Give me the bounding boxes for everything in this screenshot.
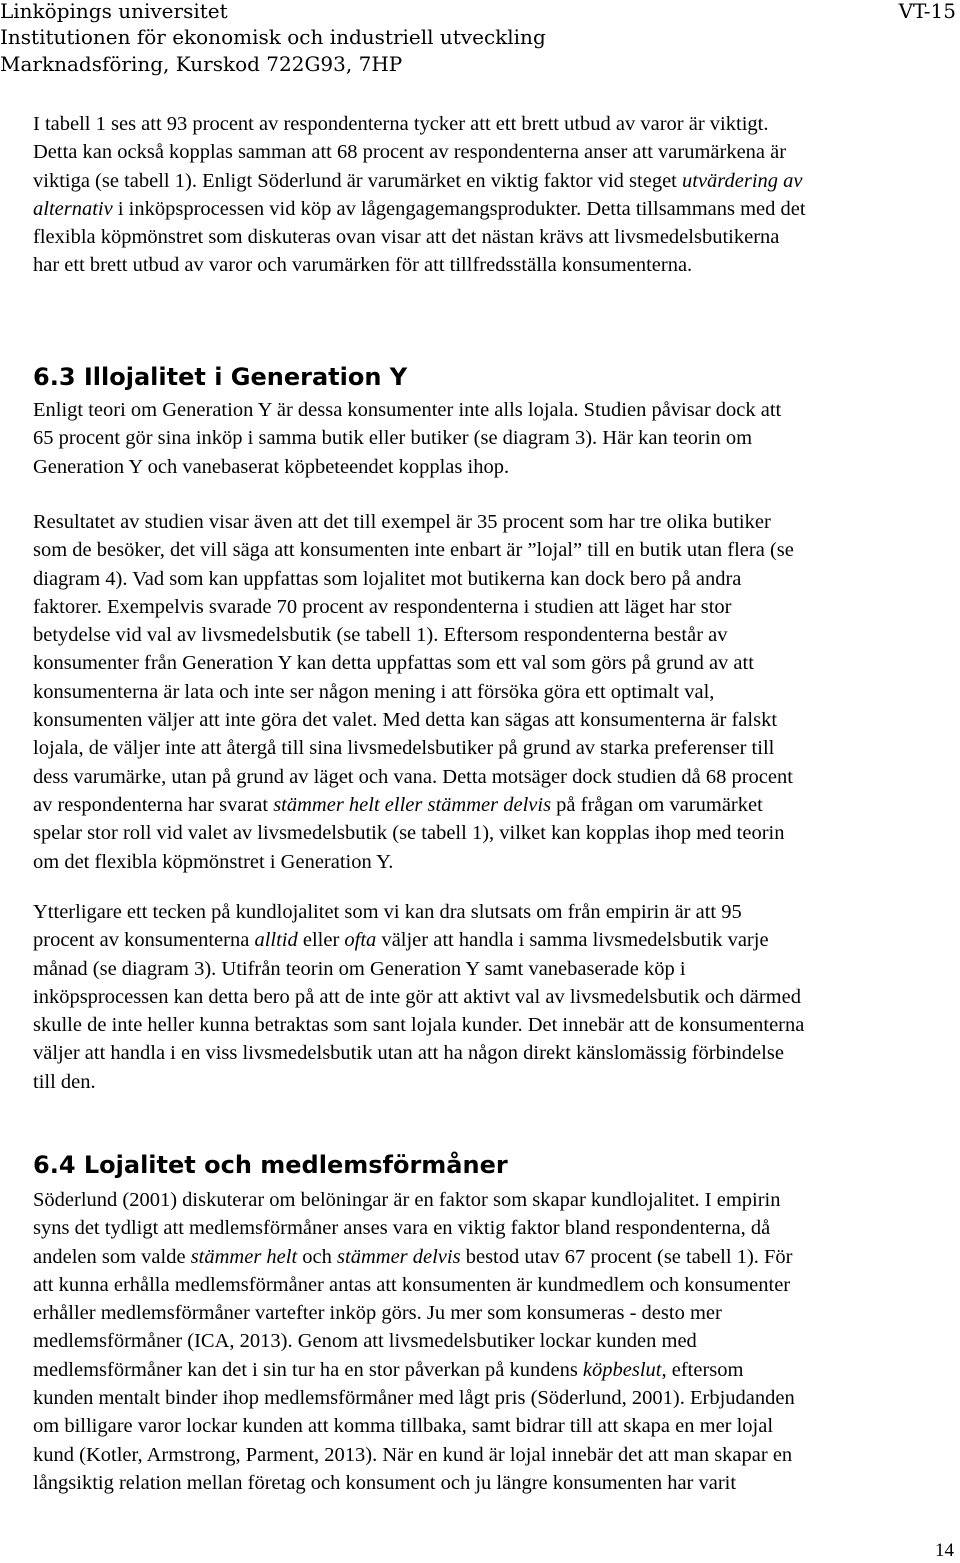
text-line: skulle de inte heller kunna betraktas som sant lojala kunder. Det innebär att de konsumenterna [33,1014,805,1037]
text-line: konsumenten väljer att inte göra det valet. Med detta kan sägas att konsumenterna är falskt [33,709,778,732]
text-line: Generation Y och vanebaserat köpbeteendet kopplas ihop. [33,455,510,478]
header-institution: Institutionen för ekonomisk och industriell utveckling [0,25,546,49]
section-heading-6-4: 6.4 Lojalitet och medlemsförmåner [33,1151,508,1179]
text-line: I tabell 1 ses att 93 procent av respondenterna tycker att ett brett utbud av varor är viktigt. [33,113,769,135]
header-university: Linköpings universitet [0,0,228,23]
text-line: diagram 4). Vad som kan uppfattas som lojalitet mot butikerna kan dock bero på andra [33,567,742,590]
text-line: av respondenterna har svarat stämmer helt eller stämmer delvis på frågan om varumärket [33,793,763,816]
text-line: om billigare varor lockar kunden att komma tillbaka, samt bidrar till att skapa en mer lojal [33,1415,774,1438]
text-line: procent av konsumenterna alltid eller ofta väljer att handla i samma livsmedelsbutik varje [33,929,769,952]
text-line: flexibla köpmönstret som diskuteras ovan visar att det nästan krävs att livsmedelsbutikerna [33,226,780,249]
paragraph-6-3-1 [33,396,781,481]
text-line: lojala, de väljer inte att återgå till sina livsmedelsbutiker på grund av starka preferenser till [33,737,775,760]
text-line: om det flexibla köpmönstret i Generation Y. [33,850,394,873]
text-line: medlemsförmåner kan det i sin tur ha en stor påverkan på kundens köpbeslut, eftersom [33,1358,744,1381]
text-line: alternativ i inköpsprocessen vid köp av lågengagemangsprodukter. Detta tillsammans med det [33,197,806,220]
text-line: syns det tydligt att medlemsförmåner anses vara en viktig faktor bland respondenterna, då [33,1217,771,1240]
header-term: VT-15 [898,0,956,23]
text-line: väljer att handla i en viss livsmedelsbutik utan att ha någon direkt känslomässig förbindelse [33,1042,784,1065]
text-line: långsiktig relation mellan företag och konsument och ju längre konsumenten har varit [33,1471,737,1494]
text-line: medlemsförmåner (ICA, 2013). Genom att livsmedelsbutiker lockar kunden med [33,1330,697,1353]
text-line: Söderlund (2001) diskuterar om belöningar är en faktor som skapar kundlojalitet. I empirin [33,1189,781,1211]
text-line: Enligt teori om Generation Y är dessa konsumenter inte alls lojala. Studien påvisar dock att [33,399,782,421]
text-line: Detta kan också kopplas samman att 68 procent av respondenterna anser att varumärkena är [33,141,787,164]
text-line: att kunna erhålla medlemsförmåner antas att konsumenten är kundmedlem och konsumenter [33,1273,791,1296]
text-line: Ytterligare ett tecken på kundlojalitet som vi kan dra slutsats om från empirin är att 95 [33,901,742,923]
text-line: som de besöker, det vill säga att konsumenten inte enbart är ”lojal” till en butik utan flera (se [33,539,794,562]
text-line: andelen som valde stämmer helt och stämmer delvis bestod utav 67 procent (se tabell 1). För [33,1245,793,1268]
text-line: faktorer. Exempelvis svarade 70 procent av respondenterna i studien att läget har stor [33,595,732,618]
text-line: konsumenter från Generation Y kan detta uppfattas som ett val som görs på grund av att [33,652,754,675]
text-line: månad (se diagram 3). Utifrån teorin om Generation Y samt vanebaserade köp i [33,957,686,980]
text-line: spelar stor roll vid valet av livsmedelsbutik (se tabell 1), vilket kan kopplas ihop med teorin [33,822,785,845]
text-line: 65 procent gör sina inköp i samma butik eller butiker (se diagram 3). Här kan teorin om [33,427,753,450]
paragraph-6-4-1 [33,1186,795,1497]
page-number: 14 [935,1540,954,1561]
text-line: viktiga (se tabell 1). Enligt Söderlund är varumärket en viktig faktor vid steget utvärdering av [33,169,803,192]
text-line: har ett brett utbud av varor och varumärken för att tillfredsställa konsumenterna. [33,254,693,277]
text-line: till den. [33,1070,96,1093]
text-line: erhåller medlemsförmåner vartefter inköp görs. Ju mer som konsumeras - desto mer [33,1302,722,1325]
section-heading-6-3: 6.3 Illojalitet i Generation Y [33,363,408,391]
text-line: konsumenterna är lata och inte ser någon mening i att försöka göra ett optimalt val, [33,680,715,703]
text-line: inköpsprocessen kan detta bero på att de inte gör att aktivt val av livsmedelsbutik och därmed [33,985,801,1008]
paragraph-6-3-3 [33,898,804,1096]
paragraph-intro [33,110,806,280]
header-course: Marknadsföring, Kurskod 722G93, 7HP [0,52,403,76]
text-line: betydelse vid val av livsmedelsbutik (se tabell 1). Eftersom respondenterna består av [33,624,728,647]
paragraph-6-3-2 [33,508,794,876]
text-line: Resultatet av studien visar även att det till exempel är 35 procent som har tre olika butiker [33,511,771,533]
text-line: kund (Kotler, Armstrong, Parment, 2013). När en kund är lojal innebär det att man skapar en [33,1443,793,1466]
text-line: kunden mentalt binder ihop medlemsförmåner med lågt pris (Söderlund, 2001). Erbjudanden [33,1387,795,1410]
text-line: dess varumärke, utan på grund av läget och vana. Detta motsäger dock studien då 68 procent [33,765,793,788]
